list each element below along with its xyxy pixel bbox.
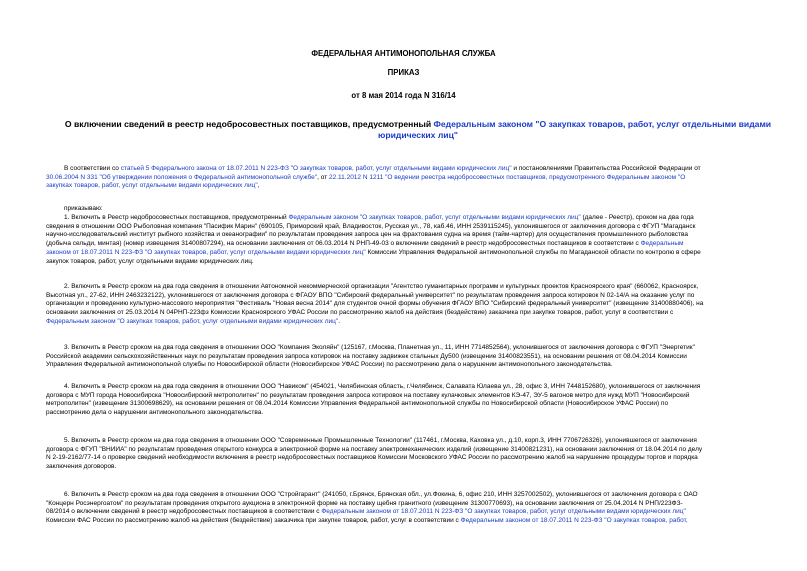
item-text: 1. Включить в Реестр недобросовестных поставщиков, предусмотренный [64, 214, 289, 221]
item-line [46, 214, 790, 223]
preamble [46, 165, 790, 191]
item-line [46, 463, 790, 472]
item-line [46, 508, 790, 517]
article-5-link[interactable]: статьей 5 Федерального закона от 18.07.2011 N 223-ФЗ "О закупках товаров, работ, услуг отдельными видами юридических лиц" [120, 165, 512, 172]
item-line [46, 392, 790, 401]
item-text: 4. Включить в Реестр сроком на два года сведения в отношении ООО "Навиком" (454021, Челябинская область, г.Челябинск, Салавата Юлаева ул., 28, офис 3, ИНН 7448152680), уклонившегося от заключения [64, 383, 701, 390]
item-line [46, 491, 790, 500]
item-line [46, 500, 790, 509]
law-link[interactable]: Федеральным законом "О закупках товаров, работ, услуг отдельными видами юридических лиц" [46, 317, 339, 325]
law-link[interactable]: законом от 18.07.2011 N 223-ФЗ "О закупках товаров, работ, услуг отдельными видами юридических лиц" [46, 248, 366, 256]
item-line [46, 409, 790, 418]
item-text: метрополитен" (извещение 31300698629), на основании решения от 08.04.2014 Комиссии Управления Федеральной антимонопольной службы по Новосибирской области (Новосибирское УФАС России) по [46, 400, 669, 408]
item-text: Комиссии ФАС России по рассмотрению жалоб на действия (бездействие) заказчика при закупке товаров, работ, услуг в соответствии с [46, 517, 461, 525]
item-line [46, 292, 790, 301]
item-text: (добыча сельди, минтая) (номер извещения 31400807294), на основании заключения от 06.03.2014 N РНП-49-03 о включении сведений в реестр недобросовестных поставщиков в соответствии с [46, 240, 641, 248]
law-link[interactable]: Федеральным законом от 18.07.2011 N 223-ФЗ "О закупках товаров, работ, услуг отдельными видами юридических лиц" [321, 508, 686, 516]
item-line [46, 258, 790, 267]
item-line [46, 318, 790, 327]
item-line [46, 249, 790, 258]
order-item-5 [46, 437, 790, 472]
preamble-text: В соответствии со [64, 165, 121, 172]
item-text: . [338, 317, 340, 325]
title-text: О включении сведений в реестр недобросовестных поставщиков, предусмотренный [64, 119, 434, 129]
item-text: основании заключения от 25.03.2014 N 04РНП-223фз Комиссии Красноярского УФАС России по рассмотрению жалоб на действия (бездействие) заказчика при закупке товаров, работ, услуг в соответствии с [46, 309, 674, 317]
preamble-text: и постановлениями Правительства Российской Федерации от [511, 165, 701, 172]
preamble-text: , от [317, 173, 329, 181]
law-link[interactable]: Федеральным [640, 240, 684, 248]
resolution-1211-link[interactable]: 22.11.2012 N 1211 "О ведении реестра недобросовестных поставщиков, предусмотренного Федеральным законом "О [328, 173, 686, 181]
item-line [46, 309, 790, 318]
preamble-line [46, 174, 790, 183]
order-item-4 [46, 383, 790, 418]
item-line [46, 300, 790, 309]
item-text: договора с ФГУП "ВНИИА" по результатам проведения открытого конкурса в электронной форме на поставку электромеханических изделий (извещение 31400821231), на основании заключения от 18.04.2014 по делу [46, 445, 703, 453]
item-line [46, 517, 790, 526]
item-text: Управления Федеральной антимонопольной службы по Новосибирской области (Новосибирское УФАС России) по рассмотрению дела о нарушении антимонопольного законодательства. [46, 361, 613, 369]
preamble-line [46, 182, 790, 191]
item-text: договора с МУП города Новосибирска "Новосибирский метрополитен" по результатам проведения запроса котировок на поставку кулачковых элементов КЭ-47, ЭУ-5 вагонов метро для нужд МУП "Новосибирский [46, 391, 690, 399]
law-link[interactable]: Федеральным законом от 18.07.2011 N 223-ФЗ "О закупках товаров, работ, [460, 517, 688, 525]
date-number-heading: от 8 мая 2014 года N 316/14 [351, 91, 456, 100]
resolution-331-link[interactable]: 30.06.2004 N 331 "Об утверждении положения о Федеральной антимонопольной службе" [46, 173, 318, 181]
federal-law-link-cont[interactable]: юридических лиц" [378, 130, 458, 140]
doc-type-heading: ПРИКАЗ [387, 68, 420, 77]
resolution-1211-link-cont[interactable]: закупках товаров, работ, услуг отдельными видами юридических лиц" [46, 182, 258, 190]
item-text: Комиссии Управления Федеральной антимонопольной службы по Магаданской области по контролю в сфере [365, 248, 701, 256]
item-text: сведения в отношении ООО Рыболовная компания "Пасифик Марин" (690105, Приморский край, Владивосток, Русская ул., 78, каб.46, ИНН 2539115245), уклонившегося от заключения договора с ФГУП "Магаданск [46, 222, 696, 230]
item-text: "Концерн Росэнергоатом" по результатам проведения открытого аукциона в электронной форме на поставку щебня гранитного (извещение 31300770693), на основании заключения от 25.04.2014 N РНП/223ФЗ- [46, 499, 683, 507]
item-text: Российской академии сельскохозяйственных наук по результатам проведения запроса котировок на поставку задвижек стальных Ду500 (извещение 31400823551), на основании решения от 08.04.2014 Комиссии [46, 352, 687, 360]
item-line [46, 400, 790, 409]
item-text: (далее - Реестр), сроком на два года [580, 214, 694, 221]
law-link[interactable]: Федеральным законом "О закупках товаров, работ, услуг отдельными видами юридических лиц" [288, 214, 581, 221]
item-line [46, 344, 790, 353]
order-item-6 [46, 491, 790, 526]
item-text: организации и проведению культурно-массового мероприятия "Фестиваль "Новая весна 2014" для студентов очной формы обучения ФГАОУ ВПО "Сибирский федеральный университет" (извещение 31400880406), на [46, 300, 704, 308]
item-text: закупок товаров, работ, услуг отдельными видами юридических лиц. [46, 257, 254, 265]
item-text: 6. Включить в Реестр сроком на два года сведения в отношении ООО "Стройгарант" (241050, г.Брянск, Брянская обл., ул.Фокина, 6, офис 210, ИНН 3257002502), уклонившегося от заключения договора с ОАО [64, 491, 698, 498]
preamble-text: , [257, 182, 260, 190]
item-text: 5. Включить в Реестр сроком на два года сведения в отношении ООО "Современные Промышленные Технологии" (117461, г.Москва, Каховка ул., д.10, корп.3, ИНН 7706726326), уклонившегося от заключения [64, 437, 697, 444]
item-line [46, 223, 790, 232]
agency-heading: ФЕДЕРАЛЬНАЯ АНТИМОНОПОЛЬНАЯ СЛУЖБА [311, 49, 496, 58]
item-line [46, 240, 790, 249]
order-item-3 [46, 344, 790, 370]
item-line [46, 231, 790, 240]
item-line [46, 446, 790, 455]
item-line [46, 454, 790, 463]
order-item-1 [46, 214, 790, 266]
item-text: 08/2014 о включении сведений в реестр недобросовестных поставщиков в соответствии с [46, 508, 322, 516]
item-text: Высотная ул., 27-62, ИНН 2463232122), уклонившегося от заключения договора с ФГАОУ ВПО "Сибирский федеральный университет" по результатам проведения запроса котировок N 02-14/А на оказание услуг по [46, 291, 695, 299]
item-line [46, 437, 790, 446]
item-text: 2. Включить в Реестр сроком на два года сведения в отношении Автономной некоммерческой организации "Агентство гуманитарных программ и культурных проектов Красноярского края" (660062, Красноярск, [64, 283, 699, 290]
item-line [46, 283, 790, 292]
preamble-line [46, 165, 790, 174]
order-word: приказываю: [64, 205, 103, 212]
item-text: 3. Включить в Реестр сроком на два года сведения в отношении ООО "Компания Эколяйн" (125167, г.Москва, Планетная ул., 11, ИНН 7714852564), уклонившегося от заключения договора с ФГУП "Энергетик" [64, 344, 695, 351]
document-title [46, 119, 790, 141]
item-line [46, 361, 790, 370]
item-text: рассмотрению дела о нарушении антимонопольного законодательства. [46, 409, 264, 417]
order-item-2 [46, 283, 790, 327]
item-text: заключения договоров. [46, 463, 117, 471]
item-line [46, 353, 790, 362]
item-line [46, 383, 790, 392]
item-text: N 2-19-2162/77-14 о проверке сведений необходимости включения в реестр недобросовестных поставщиков Комиссии Московского УФАС России по рассмотрению жалоб на нарушение процедуры торгов и порядка [46, 454, 698, 462]
item-text: научно-исследовательский институт рыбного хозяйства и океанографии" по результатам проведения запроса цен на фрахтования судна на время (тайм-чартер) для осуществления промышленного рыболовства [46, 231, 689, 239]
federal-law-link[interactable]: Федеральным законом "О закупках товаров, работ, услуг отдельными видами [433, 119, 772, 129]
